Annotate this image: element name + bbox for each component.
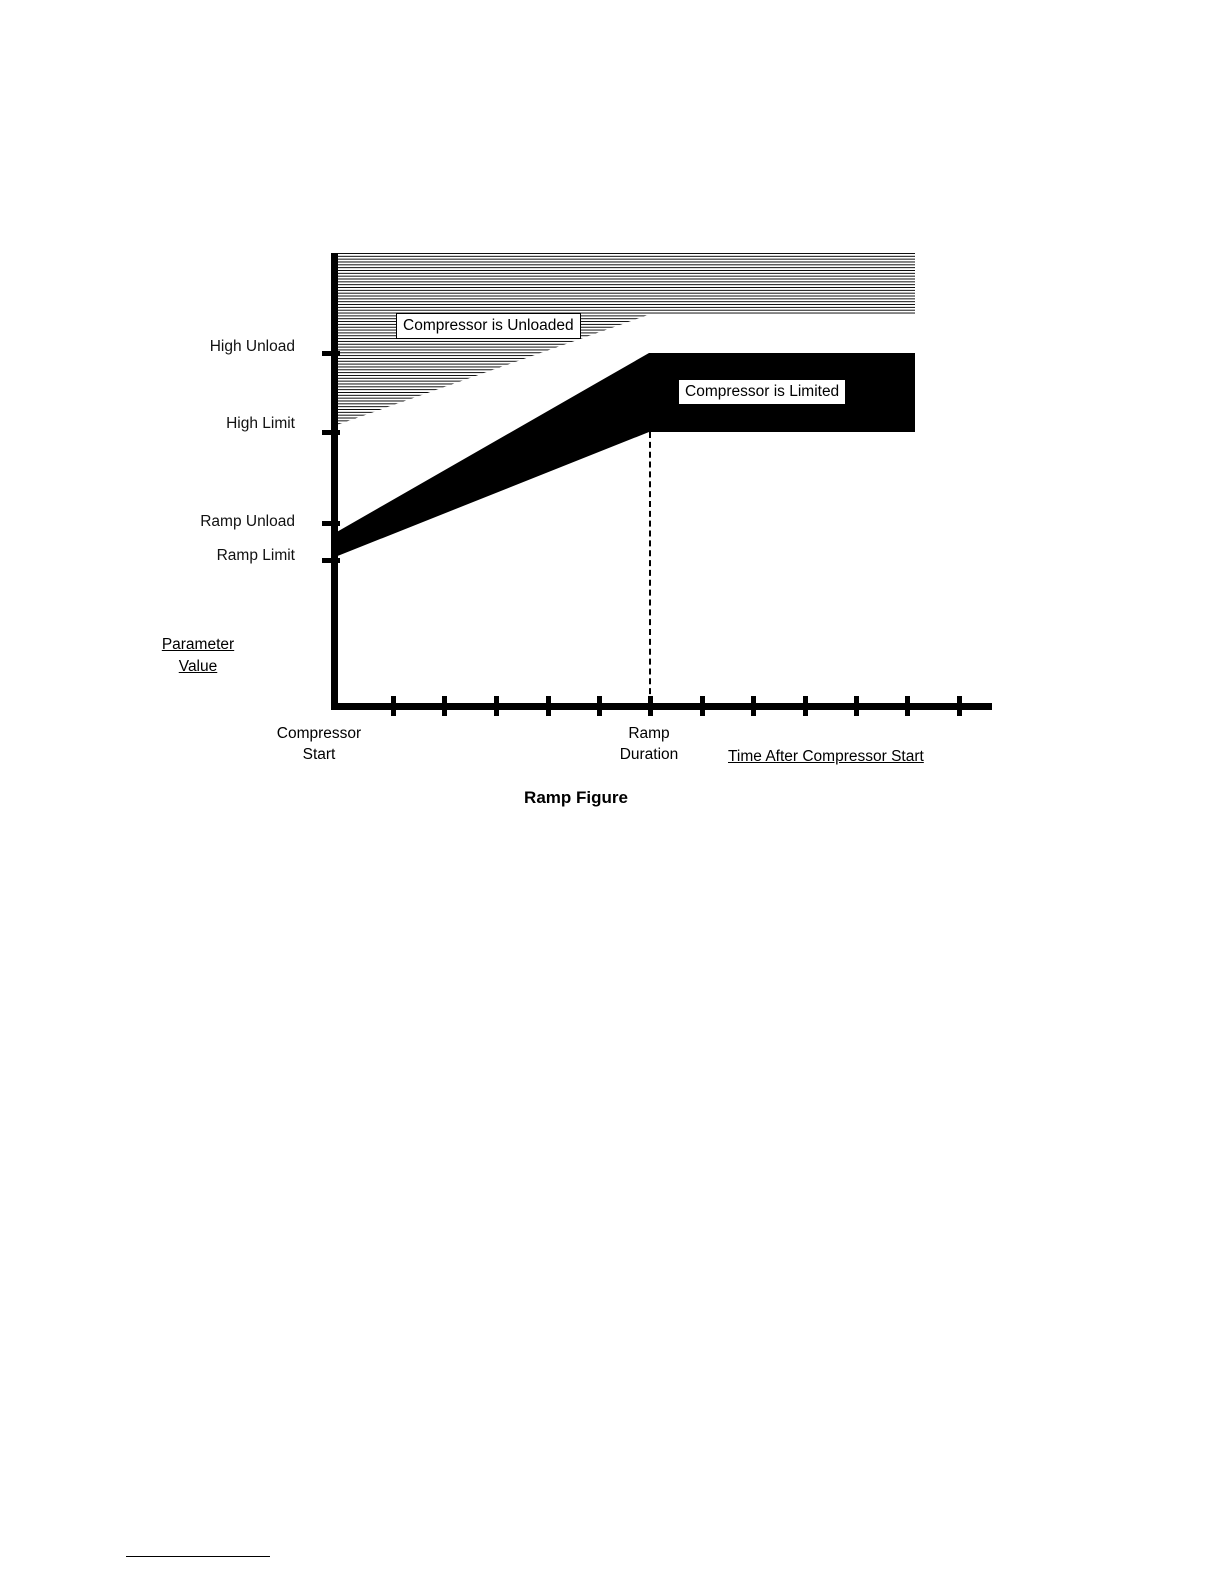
y-axis-title bbox=[150, 634, 246, 677]
x-axis-line bbox=[331, 703, 992, 710]
x-tick-2 bbox=[442, 696, 447, 716]
y-tick-label-ramp-limit: Ramp Limit bbox=[216, 547, 295, 564]
y-tick-high-unload bbox=[322, 351, 340, 356]
x-tick-10 bbox=[905, 696, 910, 716]
y-axis-title-line-2: Value bbox=[178, 657, 218, 675]
x-tick-5 bbox=[597, 696, 602, 716]
y-tick-high-limit bbox=[322, 430, 340, 435]
x-label-compressor-start-line-2: Start bbox=[302, 745, 336, 763]
y-axis-line bbox=[331, 253, 338, 710]
x-tick-3 bbox=[494, 696, 499, 716]
x-tick-6 bbox=[700, 696, 705, 716]
callout-compressor-is-unloaded: Compressor is Unloaded bbox=[396, 313, 581, 339]
x-tick-7 bbox=[751, 696, 756, 716]
x-label-ramp-duration-line-2: Duration bbox=[619, 745, 679, 763]
x-axis-title: Time After Compressor Start bbox=[728, 748, 924, 765]
x-label-ramp-duration bbox=[585, 724, 713, 766]
y-tick-label-high-unload: High Unload bbox=[209, 338, 295, 355]
x-tick-11 bbox=[957, 696, 962, 716]
x-tick-9 bbox=[854, 696, 859, 716]
y-axis-title-line-1: Parameter bbox=[161, 636, 235, 653]
x-tick-4 bbox=[546, 696, 551, 716]
x-label-compressor-start-line-1: Compressor bbox=[276, 725, 362, 742]
figure-caption: Ramp Figure bbox=[524, 788, 628, 807]
y-tick-ramp-limit bbox=[322, 558, 340, 563]
footer-divider bbox=[126, 1556, 270, 1557]
ramp-duration-marker-line bbox=[649, 432, 651, 704]
y-tick-label-ramp-unload: Ramp Unload bbox=[200, 513, 295, 530]
y-tick-label-high-limit: High Limit bbox=[226, 415, 295, 432]
x-label-compressor-start bbox=[245, 724, 393, 766]
callout-compressor-is-limited: Compressor is Limited bbox=[678, 379, 846, 405]
x-tick-1 bbox=[391, 696, 396, 716]
x-tick-8 bbox=[803, 696, 808, 716]
x-label-ramp-duration-line-1: Ramp bbox=[628, 725, 670, 742]
y-tick-ramp-unload bbox=[322, 521, 340, 526]
